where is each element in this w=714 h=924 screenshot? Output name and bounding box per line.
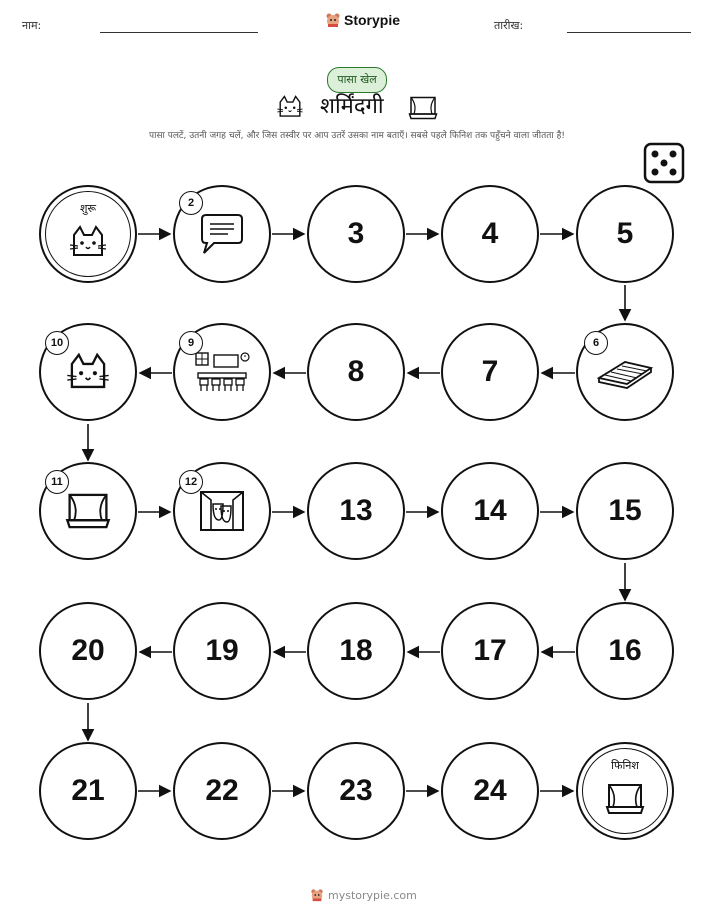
square-18 — [307, 602, 405, 700]
square-4 — [441, 185, 539, 283]
square-number: 12 — [179, 470, 203, 494]
square-15 — [576, 462, 674, 560]
square-number: 24 — [473, 774, 507, 807]
square-number: 5 — [616, 217, 634, 250]
brand-name: Storypie — [344, 12, 401, 28]
classroom-icon — [192, 349, 252, 395]
square-3 — [307, 185, 405, 283]
name-label: नाम: — [22, 19, 42, 32]
square-number: 10 — [45, 331, 69, 355]
square-number: 3 — [347, 217, 365, 250]
square-22 — [173, 742, 271, 840]
square-number: 9 — [179, 331, 203, 355]
square-8 — [307, 323, 405, 421]
square-13 — [307, 462, 405, 560]
stage-icon — [65, 490, 111, 532]
square-19 — [173, 602, 271, 700]
square-20 — [39, 602, 137, 700]
cat-icon — [65, 352, 111, 392]
speech-bubble-icon — [198, 213, 246, 255]
square-number: 18 — [339, 634, 373, 667]
square-number: 15 — [608, 494, 642, 527]
wooden-floor-icon — [597, 354, 653, 390]
finish-label: फिनिश — [611, 759, 639, 772]
square-number: 11 — [45, 470, 69, 494]
stage-icon — [605, 781, 645, 817]
start-label: शुरू — [79, 202, 97, 215]
cat-icon — [68, 225, 108, 259]
square-number: 6 — [584, 331, 608, 355]
square-number: 7 — [481, 355, 499, 388]
square-24 — [441, 742, 539, 840]
square-number: 13 — [339, 494, 373, 527]
square-number: 21 — [71, 774, 105, 807]
square-17 — [441, 602, 539, 700]
square-number: 16 — [608, 634, 642, 667]
theater-masks-icon — [199, 490, 245, 532]
footer-site[interactable]: mystorypie.com — [328, 888, 417, 902]
square-14 — [441, 462, 539, 560]
square-7 — [441, 323, 539, 421]
bear-logo-icon — [310, 888, 324, 902]
square-number: 23 — [339, 774, 373, 807]
square-5 — [576, 185, 674, 283]
page-title: शर्मिंदगी — [320, 94, 384, 119]
square-23 — [307, 742, 405, 840]
square-number: 8 — [347, 355, 365, 388]
finish-square — [576, 742, 674, 840]
square-number: 2 — [179, 191, 203, 215]
square-number: 4 — [481, 217, 499, 250]
instructions: पासा पलटें, उतनी जगह चलें, और जिस तस्वीर पर आप उतरें उसका नाम बताएँ। सबसे पहले फिनिश तक पहुँचने वाला जीतता है! — [149, 131, 565, 141]
square-number: 19 — [205, 634, 239, 667]
square-number: 17 — [473, 634, 507, 667]
square-16 — [576, 602, 674, 700]
square-number: 14 — [473, 494, 507, 527]
square-number: 22 — [205, 774, 239, 807]
square-21 — [39, 742, 137, 840]
game-type-badge: पासा खेल — [327, 67, 387, 93]
footer — [310, 888, 417, 902]
date-label: तारीख: — [494, 19, 524, 32]
square-number: 20 — [71, 634, 105, 667]
start-square — [39, 185, 137, 283]
